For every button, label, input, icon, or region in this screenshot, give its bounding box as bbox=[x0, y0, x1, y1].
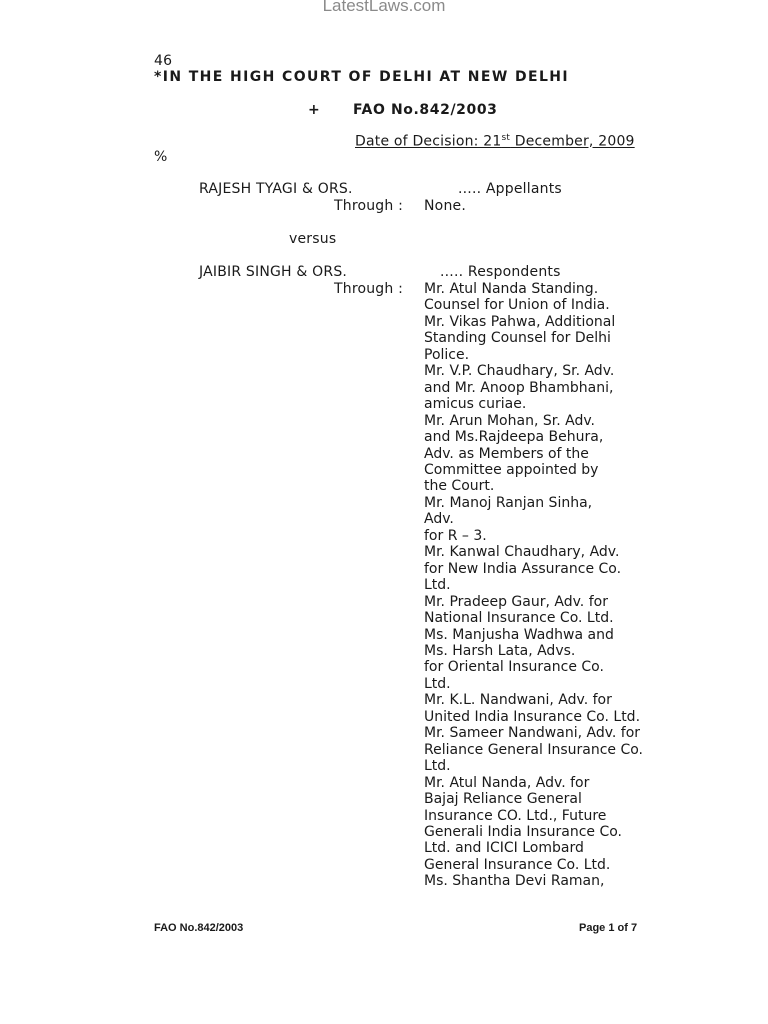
footer-page-number: Page 1 of 7 bbox=[579, 922, 638, 934]
date-ordinal-suffix: st bbox=[501, 133, 511, 143]
counsel-line: Committee appointed by bbox=[424, 461, 599, 478]
counsel-line: Mr. V.P. Chaudhary, Sr. Adv. bbox=[424, 363, 615, 380]
counsel-line: Counsel for Union of India. bbox=[424, 297, 610, 314]
counsel-line: Reliance General Insurance Co. bbox=[424, 741, 644, 758]
counsel-line: Mr. Atul Nanda, Adv. for bbox=[424, 774, 590, 791]
counsel-line: Ltd. and ICICI Lombard bbox=[424, 840, 584, 857]
counsel-line: Adv. bbox=[424, 511, 454, 528]
appellants-through-label: Through : bbox=[334, 198, 404, 214]
percent-marker: % bbox=[154, 149, 168, 165]
counsel-line: Ms. Manjusha Wadhwa and bbox=[424, 626, 614, 643]
counsel-line: Mr. Sameer Nandwani, Adv. for bbox=[424, 725, 641, 742]
counsel-line: National Insurance Co. Ltd. bbox=[424, 610, 614, 627]
court-title: *IN THE HIGH COURT OF DELHI AT NEW DELHI bbox=[154, 69, 569, 85]
counsel-line: Mr. K.L. Nandwani, Adv. for bbox=[424, 692, 612, 709]
counsel-line: for R – 3. bbox=[424, 527, 487, 544]
respondents-name: JAIBIR SINGH & ORS. bbox=[199, 264, 348, 280]
counsel-line: for New India Assurance Co. bbox=[424, 560, 622, 577]
date-of-decision-rest: December, 2009 bbox=[510, 133, 635, 150]
counsel-line: Mr. Atul Nanda Standing. bbox=[424, 281, 599, 297]
counsel-line: and Mr. Anoop Bhambhani, bbox=[424, 379, 614, 396]
counsel-line: Generali India Insurance Co. bbox=[424, 823, 623, 840]
counsel-line: Adv. as Members of the bbox=[424, 445, 589, 462]
counsel-line: Ltd. bbox=[424, 675, 451, 692]
appellants-through-value: None. bbox=[424, 198, 466, 214]
counsel-line: Bajaj Reliance General bbox=[424, 791, 582, 808]
counsel-line: United India Insurance Co. Ltd. bbox=[424, 708, 641, 725]
footer-case-ref: FAO No.842/2003 bbox=[154, 922, 244, 934]
versus-label: versus bbox=[289, 231, 337, 247]
counsel-line: Ltd. bbox=[424, 758, 451, 775]
counsel-line: Mr. Kanwal Chaudhary, Adv. bbox=[424, 544, 620, 561]
counsel-line: and Ms.Rajdeepa Behura, bbox=[424, 429, 604, 446]
case-plus-marker: + bbox=[308, 102, 322, 118]
counsel-line: Mr. Vikas Pahwa, Additional bbox=[424, 313, 616, 330]
watermark: LatestLaws.com bbox=[322, 0, 446, 15]
counsel-line: amicus curiae. bbox=[424, 396, 527, 413]
appellants-name: RAJESH TYAGI & ORS. bbox=[199, 181, 353, 197]
case-number: FAO No.842/2003 bbox=[353, 102, 498, 118]
counsel-line: Insurance CO. Ltd., Future bbox=[424, 807, 607, 824]
item-number: 46 bbox=[154, 53, 173, 69]
counsel-line: the Court. bbox=[424, 478, 495, 495]
date-of-decision bbox=[355, 133, 635, 150]
counsel-line: for Oriental Insurance Co. bbox=[424, 659, 604, 676]
counsel-line: Ms. Harsh Lata, Advs. bbox=[424, 642, 576, 659]
counsel-line: General Insurance Co. Ltd. bbox=[424, 856, 611, 873]
counsel-line: Police. bbox=[424, 346, 470, 363]
respondents-role: ..... Respondents bbox=[440, 264, 561, 280]
counsel-line: Standing Counsel for Delhi bbox=[424, 330, 611, 347]
counsel-line: Ms. Shantha Devi Raman, bbox=[424, 873, 605, 890]
counsel-line: Ltd. bbox=[424, 577, 451, 594]
counsel-line: Mr. Pradeep Gaur, Adv. for bbox=[424, 593, 608, 610]
counsel-line: Mr. Manoj Ranjan Sinha, bbox=[424, 494, 593, 511]
appellants-role: ..... Appellants bbox=[458, 181, 562, 197]
respondent-counsel-list bbox=[424, 281, 643, 890]
respondents-through-label: Through : bbox=[334, 281, 404, 297]
date-of-decision-label: Date of Decision: 21 bbox=[355, 133, 502, 150]
counsel-line: Mr. Arun Mohan, Sr. Adv. bbox=[424, 412, 595, 429]
